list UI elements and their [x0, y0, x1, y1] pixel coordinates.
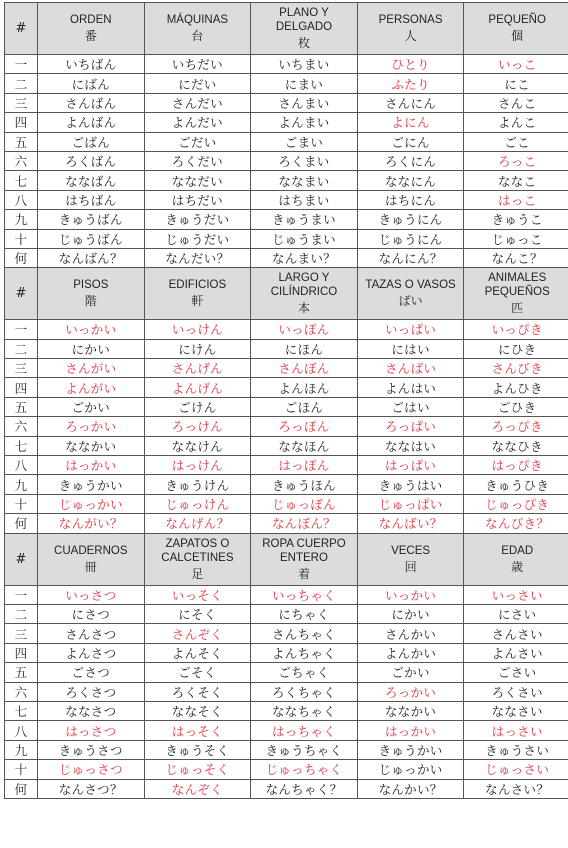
reading-cell: なんだい？: [144, 248, 251, 267]
reading-cell: ごにん: [357, 132, 464, 151]
reading-cell: きゅうこ: [464, 210, 568, 229]
reading-cell: ななまい: [251, 171, 358, 190]
reading-cell-irregular: ろっかい: [357, 682, 464, 701]
reading-cell-irregular: よにん: [357, 113, 464, 132]
reading-cell: にはい: [357, 339, 464, 358]
header-cell: [38, 533, 145, 585]
row-number-cell: 七: [5, 171, 38, 190]
reading-cell: きゅうほん: [251, 475, 358, 494]
table-row: [5, 436, 568, 455]
row-number-cell: 四: [5, 643, 38, 662]
reading-cell: ななさつ: [38, 701, 145, 720]
reading-cell-irregular: よんがい: [38, 378, 145, 397]
reading-cell-irregular: はっけん: [144, 456, 251, 475]
header-kanji: 軒: [191, 294, 204, 309]
reading-cell: ななばん: [38, 171, 145, 190]
row-number-cell: 八: [5, 456, 38, 475]
reading-cell-irregular: じゅっぽん: [251, 494, 358, 513]
reading-cell: なんさい？: [464, 779, 568, 798]
header-label: VECES: [391, 544, 431, 557]
table-row: [5, 171, 568, 190]
reading-cell: じゅっかい: [357, 760, 464, 779]
reading-cell: ごほん: [251, 397, 358, 416]
header-cell: [464, 533, 568, 585]
reading-cell: なんにん？: [357, 248, 464, 267]
reading-cell: ななかい: [357, 701, 464, 720]
reading-cell: さんにん: [357, 93, 464, 112]
reading-cell: にこ: [464, 74, 568, 93]
reading-cell: きゅうひき: [464, 475, 568, 494]
table-row: [5, 585, 568, 604]
reading-cell-irregular: じゅっそく: [144, 760, 251, 779]
row-number-cell: 六: [5, 417, 38, 436]
header-label: PERSONAS: [378, 14, 443, 26]
reading-cell: ろくちゃく: [251, 682, 358, 701]
reading-cell: きゅうかい: [38, 475, 145, 494]
row-number-cell: 五: [5, 397, 38, 416]
reading-cell: なんちゃく？: [251, 779, 358, 798]
reading-cell: よんそく: [144, 643, 251, 662]
row-number-cell: 四: [5, 378, 38, 397]
row-number-cell: 九: [5, 740, 38, 759]
reading-cell: よんはい: [357, 378, 464, 397]
header-kanji: 台: [191, 29, 204, 43]
reading-cell: ななちゃく: [251, 701, 358, 720]
header-label: PLANO Y DELGADO: [275, 7, 333, 33]
table-row: [5, 339, 568, 358]
table-row: [5, 74, 568, 93]
reading-cell: じゅうだい: [144, 229, 251, 248]
section-header-row: [5, 3, 568, 55]
header-cell: [144, 268, 251, 320]
reading-cell: ろくまい: [251, 151, 358, 170]
row-number-cell: 七: [5, 436, 38, 455]
reading-cell: ななそく: [144, 701, 251, 720]
header-cell: [144, 533, 251, 585]
reading-cell-irregular: ろっこ: [464, 151, 568, 170]
reading-cell: よんひき: [464, 378, 568, 397]
header-number-cell: #: [5, 3, 38, 55]
row-number-cell: 八: [5, 190, 38, 209]
reading-cell: きゅうさつ: [38, 740, 145, 759]
reading-cell-irregular: はっこ: [464, 190, 568, 209]
header-kanji: 足: [191, 566, 204, 581]
header-kanji: 本: [297, 301, 310, 316]
reading-cell-irregular: はっさい: [464, 721, 568, 740]
reading-cell: じゅっこ: [464, 229, 568, 248]
header-cell: [251, 268, 358, 320]
reading-cell: よんかい: [357, 643, 464, 662]
counters-table: [4, 2, 568, 799]
reading-cell-irregular: いっさつ: [38, 585, 145, 604]
table-row: [5, 359, 568, 378]
row-number-cell: 十: [5, 760, 38, 779]
table-row: [5, 604, 568, 623]
reading-cell-irregular: さんびき: [464, 359, 568, 378]
reading-cell: にまい: [251, 74, 358, 93]
reading-cell: ごさい: [464, 663, 568, 682]
table-row: [5, 132, 568, 151]
reading-cell: にひき: [464, 339, 568, 358]
reading-cell: なんまい？: [251, 248, 358, 267]
reading-cell: ななひき: [464, 436, 568, 455]
table-row: [5, 248, 568, 267]
reading-cell: さんさい: [464, 624, 568, 643]
reading-cell-irregular: いっちゃく: [251, 585, 358, 604]
header-kanji: 歳: [511, 559, 524, 574]
section-header-row: [5, 533, 568, 585]
header-cell: [38, 268, 145, 320]
row-number-cell: 五: [5, 132, 38, 151]
reading-cell-irregular: なんぼん？: [251, 514, 358, 533]
reading-cell: ななさい: [464, 701, 568, 720]
reading-cell-irregular: はっぱい: [357, 456, 464, 475]
reading-cell: ごさつ: [38, 663, 145, 682]
reading-cell-irregular: なんびき？: [464, 514, 568, 533]
header-label: ORDEN: [70, 14, 112, 26]
row-number-cell: 十: [5, 494, 38, 513]
reading-cell: なんこ？: [464, 248, 568, 267]
reading-cell-irregular: なんばい？: [357, 514, 464, 533]
header-cell: [357, 3, 464, 55]
table-row: [5, 417, 568, 436]
row-number-cell: 七: [5, 701, 38, 720]
reading-cell-irregular: じゅっさい: [464, 760, 568, 779]
header-cell: [251, 3, 358, 55]
reading-cell: ななかい: [38, 436, 145, 455]
row-number-cell: 何: [5, 779, 38, 798]
reading-cell: いちまい: [251, 55, 358, 74]
header-label: CUADERNOS: [54, 544, 128, 557]
header-kanji: 個: [511, 29, 524, 43]
reading-cell-irregular: じゅっぱい: [357, 494, 464, 513]
reading-cell: よんちゃく: [251, 643, 358, 662]
reading-cell: はちばん: [38, 190, 145, 209]
header-label: ANIMALES PEQUEÑOS: [484, 272, 550, 299]
header-number-cell: #: [5, 533, 38, 585]
reading-cell: にだい: [144, 74, 251, 93]
table-row: [5, 643, 568, 662]
table-row: [5, 456, 568, 475]
header-cell: [464, 268, 568, 320]
header-label: EDIFICIOS: [168, 279, 227, 292]
table-row: [5, 93, 568, 112]
header-label: TAZAS O VASOS: [365, 279, 456, 292]
section-header-row: [5, 268, 568, 320]
header-kanji: 着: [297, 566, 310, 581]
reading-cell: さんかい: [357, 624, 464, 643]
reading-cell: さんこ: [464, 93, 568, 112]
reading-cell: ごひき: [464, 397, 568, 416]
reading-cell-irregular: いっかい: [357, 585, 464, 604]
reading-cell: にばん: [38, 74, 145, 93]
reading-cell-irregular: じゅっぴき: [464, 494, 568, 513]
reading-cell: ごかい: [357, 663, 464, 682]
reading-cell: ごけん: [144, 397, 251, 416]
table-row: [5, 113, 568, 132]
table-row: [5, 624, 568, 643]
reading-cell: よんさつ: [38, 643, 145, 662]
reading-cell-irregular: ろっぽん: [251, 417, 358, 436]
row-number-cell: 二: [5, 339, 38, 358]
row-number-cell: 一: [5, 320, 38, 339]
header-label: ZAPATOS O CALCETINES: [161, 537, 234, 564]
table-row: [5, 779, 568, 798]
reading-cell: なんさつ？: [38, 779, 145, 798]
reading-cell-irregular: はっさつ: [38, 721, 145, 740]
row-number-cell: 九: [5, 210, 38, 229]
reading-cell: ごそく: [144, 663, 251, 682]
row-number-cell: 九: [5, 475, 38, 494]
row-number-cell: 二: [5, 74, 38, 93]
reading-cell: さんさつ: [38, 624, 145, 643]
reading-cell: きゅうばん: [38, 210, 145, 229]
reading-cell: にほん: [251, 339, 358, 358]
reading-cell-irregular: ろっぱい: [357, 417, 464, 436]
header-cell: [144, 3, 251, 55]
reading-cell: きゅうさい: [464, 740, 568, 759]
reading-cell: にかい: [357, 604, 464, 623]
reading-cell: きゅうにん: [357, 210, 464, 229]
row-number-cell: 三: [5, 93, 38, 112]
reading-cell-irregular: よんげん: [144, 378, 251, 397]
reading-cell-irregular: いっそく: [144, 585, 251, 604]
reading-cell: よんほん: [251, 378, 358, 397]
reading-cell: ろくさつ: [38, 682, 145, 701]
header-label: LARGO Y CILÍNDRICO: [270, 272, 338, 299]
reading-cell-irregular: なんぞく: [144, 779, 251, 798]
reading-cell: ろくばん: [38, 151, 145, 170]
reading-cell: じゅうばん: [38, 229, 145, 248]
table-row: [5, 229, 568, 248]
reading-cell: ろくだい: [144, 151, 251, 170]
reading-cell: よんばん: [38, 113, 145, 132]
reading-cell-irregular: はっかい: [357, 721, 464, 740]
reading-cell: ごちゃく: [251, 663, 358, 682]
row-number-cell: 一: [5, 585, 38, 604]
row-number-cell: 四: [5, 113, 38, 132]
header-label: MÁQUINAS: [166, 14, 229, 26]
table-row: [5, 760, 568, 779]
reading-cell: ななこ: [464, 171, 568, 190]
reading-cell: よんさい: [464, 643, 568, 662]
reading-cell: さんまい: [251, 93, 358, 112]
reading-cell: きゅうまい: [251, 210, 358, 229]
reading-cell: ごかい: [38, 397, 145, 416]
reading-cell: きゅうそく: [144, 740, 251, 759]
header-cell: [464, 3, 568, 55]
header-kanji: 番: [84, 29, 97, 43]
reading-cell-irregular: いっかい: [38, 320, 145, 339]
table-row: [5, 663, 568, 682]
table-row: [5, 320, 568, 339]
reading-cell: きゅうちゃく: [251, 740, 358, 759]
table-row: [5, 55, 568, 74]
reading-cell: はちだい: [144, 190, 251, 209]
reading-cell: ごはい: [357, 397, 464, 416]
table-row: [5, 151, 568, 170]
reading-cell: ごだい: [144, 132, 251, 151]
reading-cell: なんばん？: [38, 248, 145, 267]
reading-cell-irregular: いっけん: [144, 320, 251, 339]
table-row: [5, 721, 568, 740]
header-label: PEQUEÑO: [488, 14, 546, 26]
reading-cell: よんまい: [251, 113, 358, 132]
header-number-cell: #: [5, 268, 38, 320]
row-number-cell: 二: [5, 604, 38, 623]
row-number-cell: 五: [5, 663, 38, 682]
reading-cell: ななだい: [144, 171, 251, 190]
reading-cell: にちゃく: [251, 604, 358, 623]
reading-cell-irregular: なんがい？: [38, 514, 145, 533]
reading-cell: にかい: [38, 339, 145, 358]
reading-cell: いちだい: [144, 55, 251, 74]
reading-cell: ごまい: [251, 132, 358, 151]
reading-cell-irregular: さんげん: [144, 359, 251, 378]
row-number-cell: 六: [5, 151, 38, 170]
reading-cell: きゅうかい: [357, 740, 464, 759]
header-kanji: 匹: [511, 301, 524, 316]
reading-cell-irregular: さんぼん: [251, 359, 358, 378]
reading-cell: さんちゃく: [251, 624, 358, 643]
reading-cell: よんだい: [144, 113, 251, 132]
reading-cell-irregular: ろっぴき: [464, 417, 568, 436]
reading-cell: よんこ: [464, 113, 568, 132]
header-cell: [357, 268, 464, 320]
reading-cell: さんばん: [38, 93, 145, 112]
reading-cell-irregular: はっそく: [144, 721, 251, 740]
reading-cell-irregular: じゅっかい: [38, 494, 145, 513]
table-row: [5, 701, 568, 720]
row-number-cell: 何: [5, 248, 38, 267]
reading-cell: ななほん: [251, 436, 358, 455]
reading-cell: きゅうだい: [144, 210, 251, 229]
reading-cell-irregular: ろっかい: [38, 417, 145, 436]
header-kanji: ばい: [398, 294, 423, 309]
table-row: [5, 397, 568, 416]
header-kanji: 人: [404, 29, 417, 43]
row-number-cell: 十: [5, 229, 38, 248]
reading-cell-irregular: じゅっけん: [144, 494, 251, 513]
reading-cell-irregular: さんぞく: [144, 624, 251, 643]
reading-cell: ごこ: [464, 132, 568, 151]
reading-cell-irregular: さんがい: [38, 359, 145, 378]
reading-cell-irregular: はっかい: [38, 456, 145, 475]
row-number-cell: 八: [5, 721, 38, 740]
reading-cell: ごばん: [38, 132, 145, 151]
reading-cell: なんかい？: [357, 779, 464, 798]
reading-cell: はちまい: [251, 190, 358, 209]
header-kanji: 枚: [297, 36, 310, 50]
table-row: [5, 190, 568, 209]
table-row: [5, 740, 568, 759]
reading-cell: にさつ: [38, 604, 145, 623]
header-kanji: 冊: [84, 559, 97, 574]
row-number-cell: 三: [5, 624, 38, 643]
reading-cell: きゅうはい: [357, 475, 464, 494]
reading-cell-irregular: いっこ: [464, 55, 568, 74]
reading-cell: いちばん: [38, 55, 145, 74]
table-row: [5, 682, 568, 701]
header-label: EDAD: [501, 544, 534, 557]
reading-cell-irregular: いっぽん: [251, 320, 358, 339]
header-kanji: 階: [84, 294, 97, 309]
reading-cell-irregular: はっぴき: [464, 456, 568, 475]
reading-cell-irregular: さんばい: [357, 359, 464, 378]
table-row: [5, 210, 568, 229]
reading-cell: ななはい: [357, 436, 464, 455]
table-row: [5, 494, 568, 513]
reading-cell: にけん: [144, 339, 251, 358]
reading-cell-irregular: はっちゃく: [251, 721, 358, 740]
reading-cell-irregular: いっぴき: [464, 320, 568, 339]
reading-cell: にさい: [464, 604, 568, 623]
reading-cell: ろくにん: [357, 151, 464, 170]
row-number-cell: 一: [5, 55, 38, 74]
row-number-cell: 三: [5, 359, 38, 378]
reading-cell: ろくそく: [144, 682, 251, 701]
reading-cell-irregular: なんげん？: [144, 514, 251, 533]
reading-cell: ななにん: [357, 171, 464, 190]
reading-cell-irregular: いっぱい: [357, 320, 464, 339]
header-label: ROPA CUERPO ENTERO: [262, 537, 346, 564]
header-kanji: 回: [404, 559, 417, 574]
reading-cell: ろくさい: [464, 682, 568, 701]
reading-cell: はちにん: [357, 190, 464, 209]
reading-cell-irregular: ひとり: [357, 55, 464, 74]
reading-cell: きゅうけん: [144, 475, 251, 494]
reading-cell-irregular: ふたり: [357, 74, 464, 93]
header-cell: [251, 533, 358, 585]
reading-cell-irregular: じゅっさつ: [38, 760, 145, 779]
reading-cell-irregular: いっさい: [464, 585, 568, 604]
header-cell: [38, 3, 145, 55]
counters-table-body: [5, 3, 568, 799]
reading-cell: ななけん: [144, 436, 251, 455]
table-row: [5, 378, 568, 397]
reading-cell: にそく: [144, 604, 251, 623]
reading-cell-irregular: じゅっちゃく: [251, 760, 358, 779]
reading-cell: じゅうにん: [357, 229, 464, 248]
reading-cell-irregular: はっぽん: [251, 456, 358, 475]
row-number-cell: 何: [5, 514, 38, 533]
header-label: PISOS: [73, 279, 109, 292]
reading-cell-irregular: ろっけん: [144, 417, 251, 436]
header-cell: [357, 533, 464, 585]
table-row: [5, 514, 568, 533]
table-row: [5, 475, 568, 494]
reading-cell: さんだい: [144, 93, 251, 112]
row-number-cell: 六: [5, 682, 38, 701]
reading-cell: じゅうまい: [251, 229, 358, 248]
